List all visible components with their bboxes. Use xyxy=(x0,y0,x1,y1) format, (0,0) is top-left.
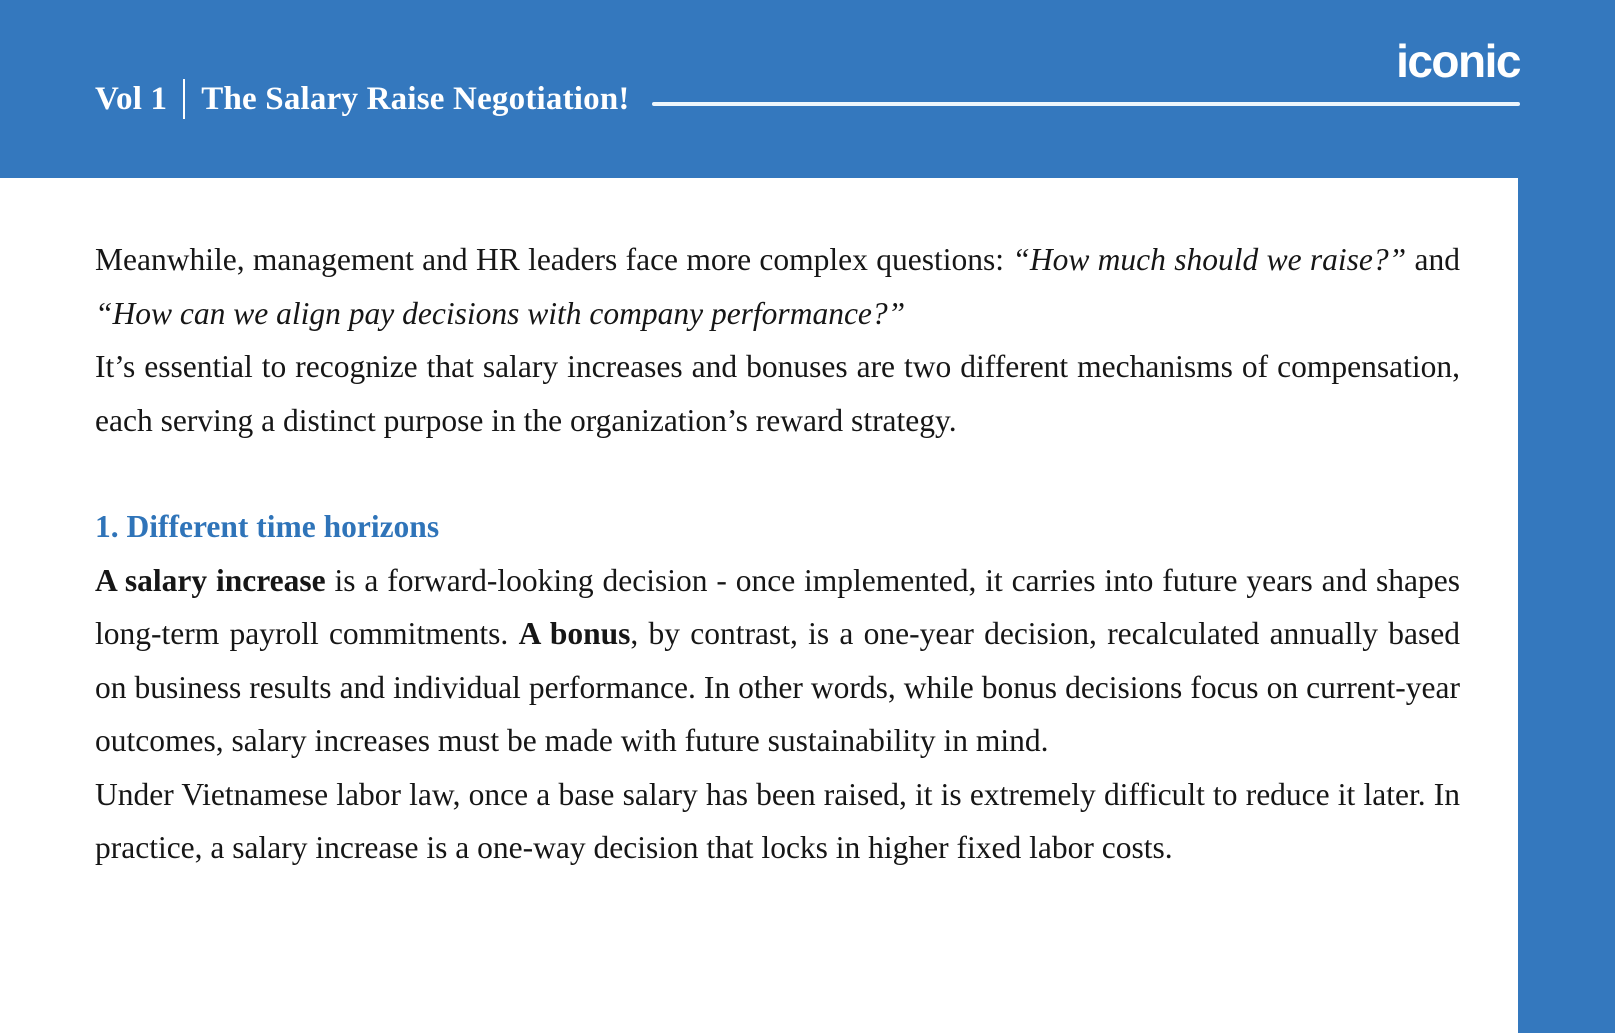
paragraph-labor-law: Under Vietnamese labor law, once a base salary has been raised, it is extremely difficult to reduce it later. In practice, a salary increase is a one-way decision that locks in higher fixed labor costs. xyxy=(95,776,1460,865)
paragraph-essential: It’s essential to recognize that salary increases and bonuses are two different mechanisms of compensation, each serving a distinct purpose in the organization’s reward strategy. xyxy=(95,349,1460,438)
page-title: The Salary Raise Negotiation! xyxy=(201,80,630,117)
header-band xyxy=(0,0,1615,178)
paragraph-salary-vs-bonus: A salary increase is a forward-looking decision - once implemented, it carries into future years and shapes long-term payroll commitments. A bonus, by contrast, is a one-year decision, recalculated annually based on business results and individual performance. In other words, while bonus decisions focus on current-year outcomes, salary increases must be made with future sustainability in mind. xyxy=(95,562,1461,758)
header-rule xyxy=(652,102,1520,106)
content-panel xyxy=(0,178,1518,1033)
title-row xyxy=(95,76,1520,122)
section-heading-time-horizons: 1. Different time horizons xyxy=(95,509,440,544)
paragraph-questions: Meanwhile, management and HR leaders face more complex questions: “How much should we raise?” and “How can we align pay decisions with company performance?” xyxy=(95,242,1460,331)
volume-label: Vol 1 xyxy=(95,80,168,117)
title-separator xyxy=(183,79,185,119)
brand-logo: iconic xyxy=(1396,35,1520,87)
